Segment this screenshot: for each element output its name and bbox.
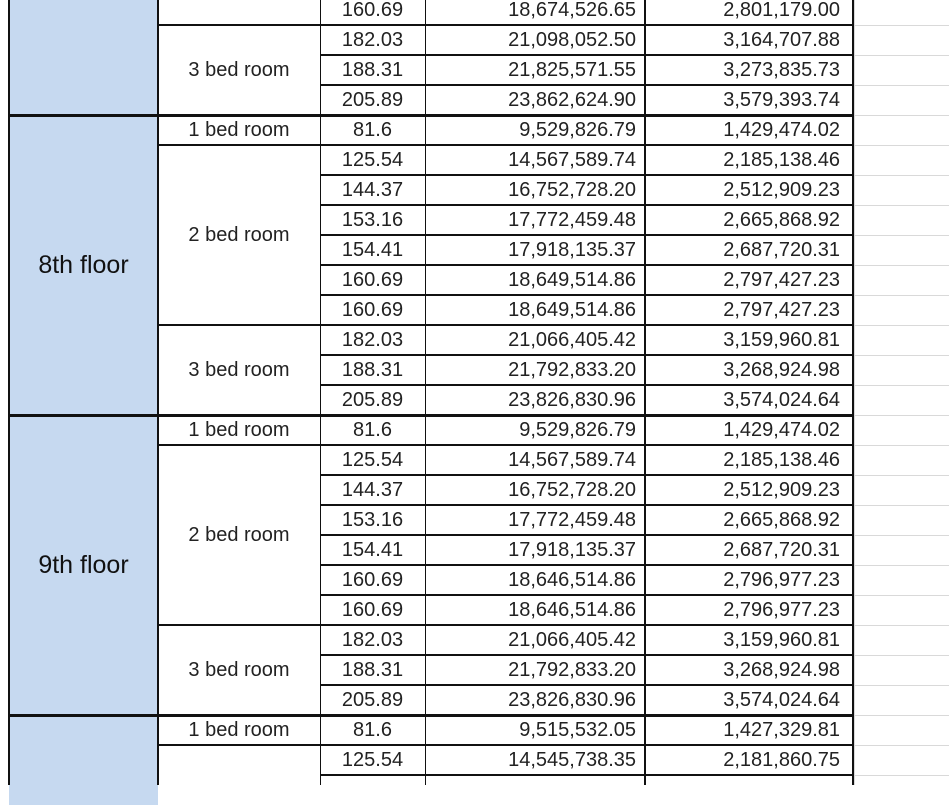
area-cell[interactable]: 188.31: [341, 59, 404, 81]
gridline: [853, 445, 949, 446]
deposit-cell[interactable]: 2,512,909.23: [723, 179, 840, 201]
price-cell[interactable]: 21,066,405.42: [508, 329, 636, 351]
price-cell[interactable]: 21,792,833.20: [508, 359, 636, 381]
deposit-cell[interactable]: 1,427,329.81: [723, 719, 840, 741]
row-border: [320, 324, 853, 326]
row-border: [320, 354, 853, 356]
room-type-cell[interactable]: 1 bed room: [188, 419, 290, 441]
row-border: [320, 624, 853, 626]
area-cell[interactable]: 154.41: [341, 539, 404, 561]
gridline: [853, 475, 949, 476]
price-cell[interactable]: 9,515,532.05: [519, 719, 636, 741]
deposit-cell[interactable]: 2,665,868.92: [723, 209, 840, 231]
deposit-cell[interactable]: 3,268,924.98: [723, 359, 840, 381]
column-border: [644, 0, 646, 785]
row-border: [320, 204, 853, 206]
gridline: [853, 745, 949, 746]
price-cell[interactable]: 21,066,405.42: [508, 629, 636, 651]
price-cell[interactable]: 18,674,526.65: [508, 0, 636, 21]
floor-label: 9th floor: [38, 550, 129, 579]
gridline: [853, 145, 949, 146]
deposit-cell[interactable]: 2,797,427.23: [723, 299, 840, 321]
deposit-cell[interactable]: 1,429,474.02: [723, 419, 840, 441]
area-cell[interactable]: 205.89: [341, 89, 404, 111]
price-cell[interactable]: 21,792,833.20: [508, 659, 636, 681]
gridline: [853, 625, 949, 626]
deposit-cell[interactable]: 2,185,138.46: [723, 149, 840, 171]
room-type-cell[interactable]: 1 bed room: [188, 119, 290, 141]
row-border: [320, 234, 853, 236]
row-border: [320, 84, 853, 86]
price-cell[interactable]: 14,545,738.35: [508, 749, 636, 771]
price-cell[interactable]: 21,825,571.55: [508, 59, 636, 81]
gridline: [854, 0, 855, 785]
area-cell[interactable]: 144.37: [341, 179, 404, 201]
group-border: [158, 444, 320, 446]
price-cell[interactable]: 17,918,135.37: [508, 239, 636, 261]
area-cell[interactable]: 160.69: [341, 269, 404, 291]
price-cell[interactable]: 18,646,514.86: [508, 599, 636, 621]
price-cell[interactable]: 17,772,459.48: [508, 509, 636, 531]
area-cell[interactable]: 81.6: [353, 119, 392, 141]
group-border: [158, 624, 320, 626]
price-cell[interactable]: 14,567,589.74: [508, 149, 636, 171]
gridline: [853, 355, 949, 356]
gridline: [853, 505, 949, 506]
group-border: [158, 744, 320, 746]
group-border: [158, 324, 320, 326]
price-cell[interactable]: 16,752,728.20: [508, 479, 636, 501]
area-cell[interactable]: 160.69: [341, 0, 404, 21]
column-border: [425, 0, 426, 785]
floor-border: [9, 414, 853, 417]
price-cell[interactable]: 18,646,514.86: [508, 569, 636, 591]
price-cell[interactable]: 21,098,052.50: [508, 29, 636, 51]
gridline: [853, 235, 949, 236]
row-border: [320, 654, 853, 656]
floor-label: 8th floor: [38, 250, 129, 279]
deposit-cell[interactable]: 3,574,024.64: [723, 389, 840, 411]
area-cell[interactable]: 182.03: [341, 629, 404, 651]
price-cell[interactable]: 18,649,514.86: [508, 269, 636, 291]
room-type-cell[interactable]: 3 bed room: [188, 659, 290, 681]
gridline: [853, 415, 949, 416]
deposit-cell[interactable]: 1,429,474.02: [723, 119, 840, 141]
area-cell[interactable]: 188.31: [341, 659, 404, 681]
gridline: [853, 325, 949, 326]
gridline: [853, 85, 949, 86]
area-cell[interactable]: 153.16: [341, 209, 404, 231]
price-cell[interactable]: 23,826,830.96: [508, 389, 636, 411]
row-border: [320, 504, 853, 506]
deposit-cell[interactable]: 2,185,138.46: [723, 449, 840, 471]
floor-label-cell[interactable]: [9, 115, 158, 415]
price-cell[interactable]: 23,862,624.90: [508, 89, 636, 111]
price-cell[interactable]: 9,529,826.79: [519, 119, 636, 141]
price-cell[interactable]: 16,752,728.20: [508, 179, 636, 201]
row-border: [320, 24, 853, 26]
room-type-cell[interactable]: 3 bed room: [188, 59, 290, 81]
row-border: [320, 54, 853, 56]
row-border: [320, 144, 853, 146]
floor-cell[interactable]: [9, 0, 158, 115]
deposit-cell[interactable]: 2,687,720.31: [723, 239, 840, 261]
deposit-cell[interactable]: 2,687,720.31: [723, 539, 840, 561]
row-border: [320, 774, 853, 776]
gridline: [853, 775, 949, 776]
deposit-cell[interactable]: 3,268,924.98: [723, 659, 840, 681]
gridline: [853, 175, 949, 176]
area-cell[interactable]: 160.69: [341, 599, 404, 621]
deposit-cell[interactable]: 3,574,024.64: [723, 689, 840, 711]
deposit-cell[interactable]: 2,796,977.23: [723, 569, 840, 591]
deposit-cell[interactable]: 3,273,835.73: [723, 59, 840, 81]
group-border: [158, 24, 320, 26]
area-cell[interactable]: 81.6: [353, 719, 392, 741]
row-border: [320, 444, 853, 446]
area-cell[interactable]: 144.37: [341, 479, 404, 501]
gridline: [853, 55, 949, 56]
row-border: [320, 534, 853, 536]
gridline: [853, 715, 949, 716]
row-border: [320, 684, 853, 686]
floor-border: [9, 714, 853, 717]
area-cell[interactable]: 160.69: [341, 299, 404, 321]
gridline: [853, 685, 949, 686]
column-border: [852, 0, 854, 785]
area-cell[interactable]: 182.03: [341, 29, 404, 51]
deposit-cell[interactable]: 3,159,960.81: [723, 629, 840, 651]
area-cell[interactable]: 125.54: [341, 749, 404, 771]
column-border: [320, 0, 321, 785]
area-cell[interactable]: 182.03: [341, 329, 404, 351]
room-type-cell[interactable]: 1 bed room: [188, 719, 290, 741]
area-cell[interactable]: 81.6: [353, 419, 392, 441]
price-cell[interactable]: 14,567,589.74: [508, 449, 636, 471]
area-cell[interactable]: 205.89: [341, 389, 404, 411]
gridline: [853, 595, 949, 596]
deposit-cell[interactable]: 2,512,909.23: [723, 479, 840, 501]
gridline: [853, 535, 949, 536]
column-border: [8, 0, 10, 785]
deposit-cell[interactable]: 2,797,427.23: [723, 269, 840, 291]
row-border: [320, 744, 853, 746]
row-border: [320, 264, 853, 266]
price-cell[interactable]: 23,826,830.96: [508, 689, 636, 711]
row-border: [320, 474, 853, 476]
deposit-cell[interactable]: 3,159,960.81: [723, 329, 840, 351]
deposit-cell[interactable]: 2,181,860.75: [723, 749, 840, 771]
row-border: [320, 594, 853, 596]
deposit-cell[interactable]: 2,801,179.00: [723, 0, 840, 21]
area-cell[interactable]: 125.54: [341, 449, 404, 471]
area-cell[interactable]: 125.54: [341, 149, 404, 171]
price-cell[interactable]: 9,529,826.79: [519, 419, 636, 441]
gridline: [853, 25, 949, 26]
gridline: [853, 655, 949, 656]
group-border: [158, 144, 320, 146]
area-cell[interactable]: 188.31: [341, 359, 404, 381]
price-cell[interactable]: 17,918,135.37: [508, 539, 636, 561]
room-type-cell[interactable]: 3 bed room: [188, 359, 290, 381]
deposit-cell[interactable]: 2,796,977.23: [723, 599, 840, 621]
row-border: [320, 294, 853, 296]
gridline: [853, 295, 949, 296]
row-border: [320, 174, 853, 176]
gridline: [853, 205, 949, 206]
area-cell[interactable]: 153.16: [341, 509, 404, 531]
gridline: [853, 565, 949, 566]
deposit-cell[interactable]: 3,164,707.88: [723, 29, 840, 51]
price-cell[interactable]: 17,772,459.48: [508, 209, 636, 231]
room-type-cell[interactable]: 2 bed room: [188, 524, 290, 546]
deposit-cell[interactable]: 2,665,868.92: [723, 509, 840, 531]
gridline: [853, 115, 949, 116]
gridline: [853, 385, 949, 386]
column-border: [157, 0, 159, 785]
area-cell[interactable]: 205.89: [341, 689, 404, 711]
floor-border: [9, 114, 853, 117]
floor-label-cell[interactable]: [9, 415, 158, 715]
gridline: [853, 265, 949, 266]
price-cell[interactable]: 18,649,514.86: [508, 299, 636, 321]
floor-cell[interactable]: [9, 715, 158, 805]
deposit-cell[interactable]: 3,579,393.74: [723, 89, 840, 111]
room-type-cell[interactable]: 2 bed room: [188, 224, 290, 246]
row-border: [320, 564, 853, 566]
area-cell[interactable]: 154.41: [341, 239, 404, 261]
row-border: [320, 384, 853, 386]
area-cell[interactable]: 160.69: [341, 569, 404, 591]
